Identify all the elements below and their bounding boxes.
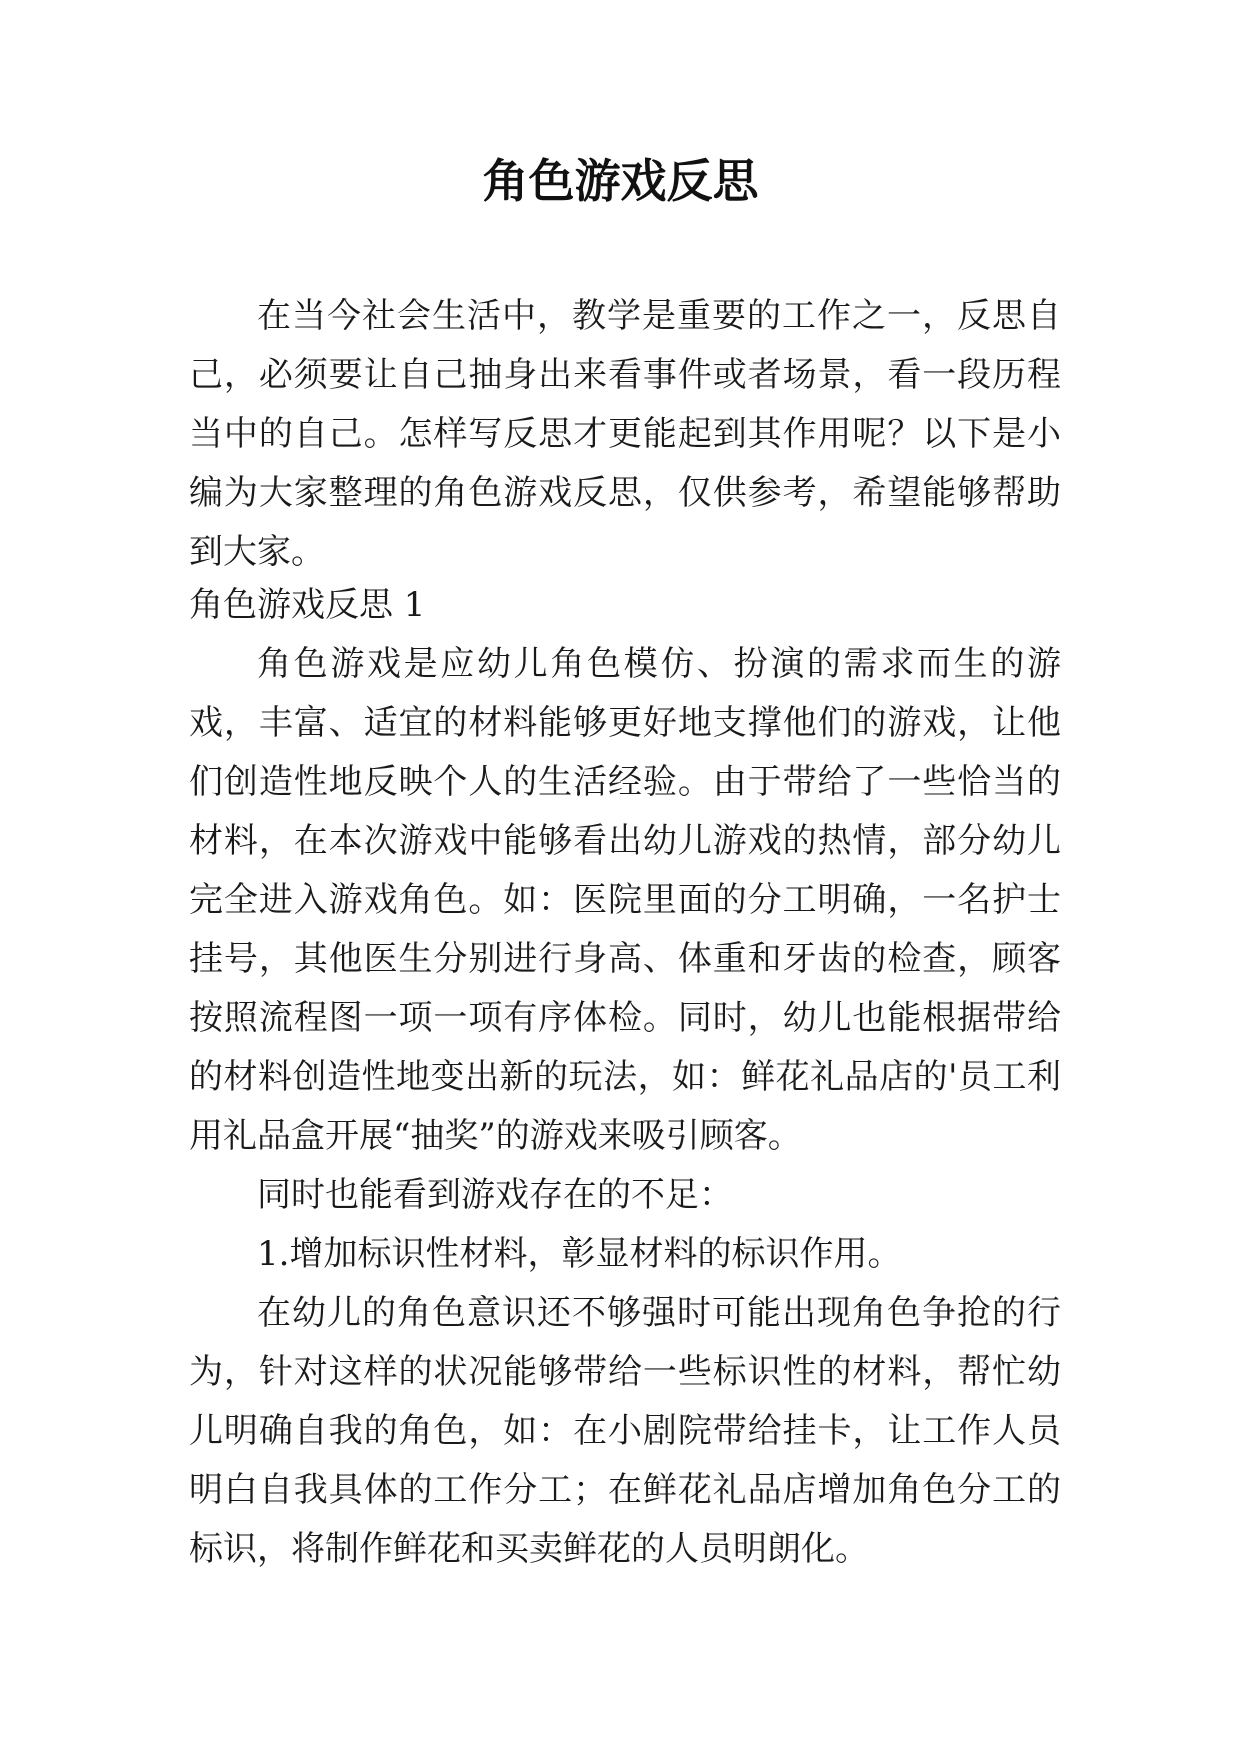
document-title: 角色游戏反思 <box>482 154 759 208</box>
intro-paragraph: 在当今社会生活中，教学是重要的工作之一，反思自己，必须要让自己抽身出来看事件或者场景，看一段历程当中的自己。怎样写反思才更能起到其作用呢？以下是小编为大家整理的角色游戏反思，仅供参考，希望能够帮助到大家。 <box>189 296 1061 572</box>
section-heading: 角色游戏反思 1 <box>189 585 426 625</box>
list-item: 1.增加标识性材料，彰显材料的标识作用。 <box>257 1234 902 1274</box>
body-paragraph: 角色游戏是应幼儿角色模仿、扮演的需求而生的游戏，丰富、适宜的材料能够更好地支撑他们的游戏，让他们创造性地反映个人的生活经验。由于带给了一些恰当的材料，在本次游戏中能够看出幼儿游戏的热情，部分幼儿完全进入游戏角色。如：医院里面的分工明确，一名护士挂号，其他医生分别进行身高、体重和牙齿的检查，顾客按照流程图一项一项有序体检。同时，幼儿也能根据带给的材料创造性地变出新的玩法，如：鲜花礼品店的'员工利用礼品盒开展“抽奖”的游戏来吸引顾客。 <box>189 644 1061 1156</box>
body-paragraph: 在幼儿的角色意识还不够强时可能出现角色争抢的行为，针对这样的状况能够带给一些标识性的材料，帮忙幼儿明确自我的角色，如：在小剧院带给挂卡，让工作人员明白自我具体的工作分工；在鲜花礼品店增加角色分工的标识，将制作鲜花和买卖鲜花的人员明朗化。 <box>189 1293 1061 1569</box>
body-paragraph: 同时也能看到游戏存在的不足： <box>257 1175 733 1215</box>
intro-block <box>189 287 1061 582</box>
section-block <box>189 576 1061 1579</box>
